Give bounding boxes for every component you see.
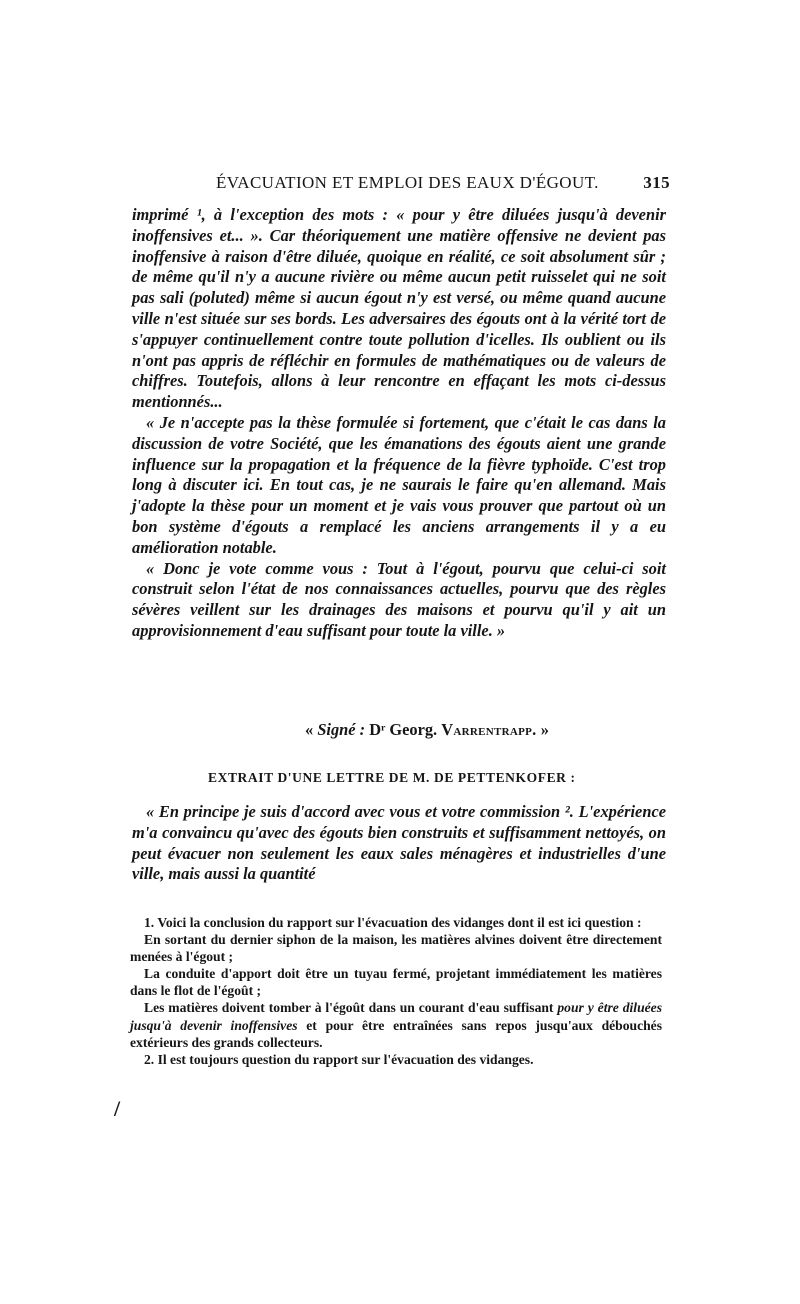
- signature-close-quote: »: [540, 720, 549, 739]
- signature-title: Dʳ: [369, 720, 386, 739]
- extract-text: « En principe je suis d'accord avec vous et votre commission ². L'expérience m'a convaincu qu'avec des égouts bien construits et suffisamment nettoyés, on peut évacuer non seulement les eaux sales ménagères et industrielles d'une ville, mais aussi la quantité: [132, 802, 666, 884]
- footnote-1-intro: 1. Voici la conclusion du rapport sur l'évacuation des vidanges dont il est ici question :: [144, 915, 642, 930]
- footnote-1-b: La conduite d'apport doit être un tuyau fermé, projetant immédiatement les matières dans le flot de l'égoût ;: [130, 966, 662, 999]
- signature-open-quote: «: [305, 720, 314, 739]
- signature-line: [305, 720, 549, 740]
- running-header: [132, 173, 670, 197]
- paragraph-1: imprimé ¹, à l'exception des mots : « pour y être diluées jusqu'à devenir inoffensives et... ». Car théoriquement une matière offensive ne devient pas inoffensive à raison d'être diluée, quoique en réalité, ce soit absolument sûr ; de même qu'il n'y a aucune rivière ou même aucun petit ruisselet qui ne soit pas sali (poluted) même si aucun égout n'y est versé, ou même quand aucune ville n'est située sur ses bords. Les adversaires des égouts ont à la vérité tort de s'appuyer continuellement contre toute pollution d'icelles. Ils oublient ou ils n'ont pas appris de réfléchir en formules de mathématiques ou de valeurs de chiffres. Toutefois, allons à leur rencontre en effaçant les mots ci-dessus mentionnés...: [132, 205, 666, 412]
- paragraph-2: « Je n'accepte pas la thèse formulée si fortement, que c'était le cas dans la discussion de votre Société, que les émanations des égouts aient une grande influence sur la propagation et la fréquence de la fièvre typhoïde. C'est trop long à discuter ici. En tout cas, je ne saurais le faire qu'en allemand. Mais j'adopte la thèse pour un moment et je vais vous prouver que partout où un bon système d'égouts a remplacé les anciens arrangements il y a eu amélioration notable.: [132, 412, 666, 557]
- signature-signed: Signé :: [317, 720, 366, 739]
- footnote-1-c-start: Les matières doivent tomber à l'égoût dans un courant d'eau suffisant: [144, 1000, 558, 1016]
- main-text: [132, 205, 666, 642]
- footnote-1-c-emphasis: pour y être diluées jusqu'à devenir inoffensives: [130, 1000, 662, 1033]
- footnote-1-c-end: et pour être entraînées sans repos jusqu'aux débouchés extérieurs des grands collecteurs.: [130, 1017, 662, 1050]
- page-title: ÉVACUATION ET EMPLOI DES EAUX D'ÉGOUT.: [216, 173, 599, 192]
- footnotes: [130, 914, 662, 1068]
- footnote-1-c: [130, 999, 662, 1050]
- margin-mark: /: [114, 1096, 121, 1121]
- page-number: 315: [643, 173, 670, 192]
- footnote-1-a: En sortant du dernier siphon de la maison, les matières alvines doivent être directement menées à l'égout ;: [130, 932, 662, 965]
- signature-surname: Varrentrapp.: [441, 720, 537, 739]
- signature-name: Georg.: [389, 720, 438, 739]
- extract-heading: EXTRAIT D'UNE LETTRE DE M. DE PETTENKOFER :: [208, 770, 576, 785]
- paragraph-3: « Donc je vote comme vous : Tout à l'égout, pourvu que celui-ci soit construit selon l'état de nos connaissances actuelles, pourvu que des règles sévères veillent sur les drainages des maisons et pourvu qu'il y ait un approvisionnement d'eau suffisant pour toute la ville. »: [132, 558, 666, 640]
- footnote-2: 2. Il est toujours question du rapport sur l'évacuation des vidanges.: [144, 1051, 534, 1067]
